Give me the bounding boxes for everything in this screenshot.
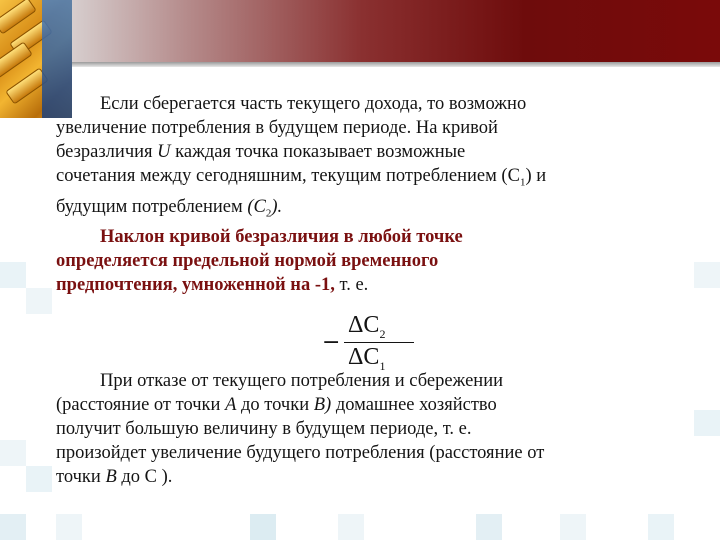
header-band [70, 0, 720, 62]
formula-denominator: $\Delta C_1$ [348, 344, 386, 373]
formula-numerator: $\Delta C_2$ [348, 312, 386, 341]
slide-body [56, 92, 696, 489]
header-shadow [70, 62, 720, 67]
formula-minus: − [322, 330, 341, 355]
paragraph-savings: Если сберегается часть текущего дохода, то возможно увеличение потребления в будущем периоде. На кривой безразличия U каждая точка показывает возможные сочетания между сегодняшним, текущим потреблением $(С_1)$ и будущим потреблением $(С_2)$. [56, 94, 547, 220]
mrs-formula [318, 312, 418, 372]
paragraph-refusal: При отказе от текущего потребления и сбережении (расстояние от точки А до точки В) домашнее хозяйство получит большую величину в будущем периоде, т. е. произойдет увеличение будущего потребления (расстояние от точки В до С ). [56, 371, 545, 488]
paragraph-slope: Наклон кривой безразличия в любой точке определяется предельной нормой временного предпочтения, умноженной на -1, т. е. [56, 227, 463, 296]
fraction-bar [344, 342, 414, 343]
